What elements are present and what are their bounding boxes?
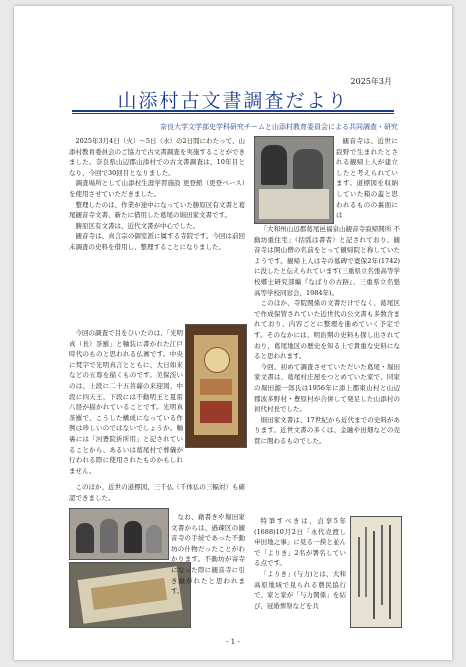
paragraph: 堀田家文書は、17世紀から近代までの史料があります。近世文書の多くは、金融や田畑などの売買に関わるものでした。 xyxy=(254,415,400,445)
left-column-bottom-text xyxy=(171,512,245,630)
page-title: 山添村古文書調査だより xyxy=(117,90,349,112)
paragraph: 観音寺は、近世に寂野で生まれたとされる観帰上人が建立したと考えられています。道標図を収納していた箱の蓋と思われるものの裏面には xyxy=(336,137,398,220)
paragraph: 調査場所として山添村生涯学習施設 更登館（更登ベース）を使用させていただきました。 xyxy=(69,179,245,198)
document-photo xyxy=(350,516,402,628)
subtitle: 奈良大学文学部史学科研究チームと山添村教育委員会による共同調査・研究 xyxy=(160,123,398,131)
paragraph: このほか、寺院関係の文書だけでなく、葛尾区で作成保管されていた近世代の公文書も多数含まれており、内容ごとに整理を進めていく予定です。そのなかには、明治期の史料も探し出されており、葛尾地区の歴史を知る上で貴重な史料になると思われます。 xyxy=(254,299,400,361)
newsletter-page xyxy=(14,6,452,660)
left-column-top xyxy=(69,136,245,334)
right-column-bottom-text xyxy=(254,516,346,632)
paragraph: 「大和州山辺郡葛尾邑福泉山観音寺寂帰開所 不動坊重住宅」（括弧は書者）と記されており、観音寺は開山僧の名前をとって観帰院と称していたようです。観帰上人は寺の墓碑で寛保2年(1742)に没したと伝えられています(三重県立名張高等学校郷土研究部編『なばりの古跡』、三重県立名張高等学校同窓会、1984年)。 xyxy=(254,225,400,297)
paragraph: 整理したのは、作業が途中になっていた勝原区有文書と葛尾観音寺文書、新たに借用した葛尾の堀田家文書です。 xyxy=(69,200,245,220)
paragraph: 「よりき」(与力)とは、大和高原地域で見られる農民協行で、家と家が「与力関係」を結び、冠婚葬祭などを共 xyxy=(254,569,346,610)
left-column-mandala-text xyxy=(69,328,183,480)
issue-date: 2025年3月 xyxy=(350,77,392,86)
mandala-photo xyxy=(185,324,247,448)
paragraph: 今回、初めて調査させていただいた葛尾・堀田家文書は、葛尾村庄屋をつとめていた家で、同家の堀田源一郎氏は1956年に添上郡東山村と山辺郡波多野村・豊原村が合併して発足した山添村の初代村長でした。 xyxy=(254,362,400,414)
workers-photo xyxy=(69,508,169,560)
paragraph: 観音寺は、真言宗の御室派に属する寺院です。今回は前回未調査の史料を借用し、整理することになりました。 xyxy=(69,232,245,251)
page-number: - 1 - xyxy=(226,638,240,646)
paragraph: 特筆すべきは、貞享5年(1688)10月2日「永代売渡し申田地之事」に見る一揆と並んで「よりき」2名が署名している点です。 xyxy=(254,517,346,568)
right-column-body xyxy=(254,224,400,518)
right-column-beside-photo xyxy=(336,136,398,222)
research-photo xyxy=(254,136,334,224)
title-rule-thin xyxy=(72,113,394,114)
title-rule-thick xyxy=(72,110,394,112)
paragraph: このほか、近世の道標図、三千仏（千体仏の三幅対）も確認できました。 xyxy=(69,483,245,502)
left-column-after-photo xyxy=(69,482,245,504)
paragraph: 勝原区有文書は、近代文書が中心でした。 xyxy=(75,221,199,230)
paragraph: 2025年3月4日（火）～5日（水）の2日間にわたって、山添村教育委員会のご協力で古文書調査を実施することができました。奈良県山辺郡山添村での古文書調査は、10年目となり、今回で30回目となりました。 xyxy=(69,137,245,177)
paragraph: 今回の調査で目をひいたのは、「光明真（長）茶羅」と軸装に書かれた江戸時代のものと思われる仏画です。中央に梵字で光明真言とともに、大日如来などの五尊を描くものです。美保渓いのは、上段に二十五菩薩の来迎図、中段に四天王、下段には不動明王と夏雷八経が描かれていることです。光明真茶羅で、こうした構成になっている作例は珍しいのではないでしょうか。軸裏には「河豊院祈所用」と記されていることから、あるいは葛尾村で葬儀が行われる際に使用されたものかもしれません。 xyxy=(69,329,183,475)
paragraph: なお、藉書きや堀田家文書からは、過疎区の観音寺の手続であった不動坊の什物だったことがわかります。不動坊が寄寺になった際に観音寺に引き継がれたと思われます。 xyxy=(171,513,245,596)
